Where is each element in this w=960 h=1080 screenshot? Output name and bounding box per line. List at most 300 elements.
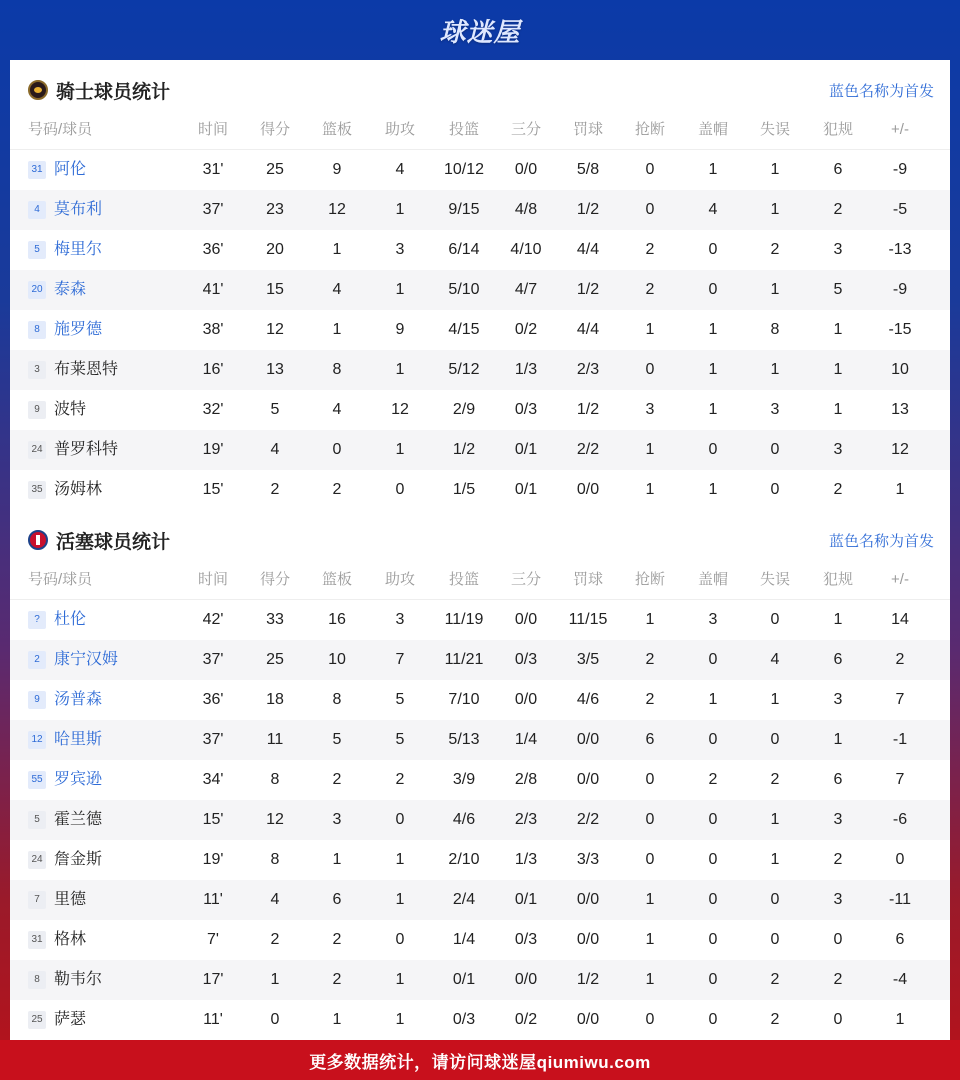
stat-cell: 5 (833, 281, 843, 298)
stat-cell: 1 (645, 481, 655, 498)
column-header: 投篮 (448, 571, 479, 588)
stat-cell: 0 (708, 241, 718, 258)
player-name[interactable]: 汤姆林 (54, 481, 103, 498)
stat-cell: 1 (833, 321, 843, 338)
stat-cell: 0/1 (514, 481, 538, 498)
stat-cell: 2/8 (514, 771, 538, 788)
table-row (10, 920, 950, 960)
stat-cell: 3 (833, 811, 843, 828)
stat-cell: 2 (833, 481, 843, 498)
team-title: 骑士球员统计 (56, 81, 171, 103)
stat-cell: 2 (833, 851, 843, 868)
stat-cell: 0 (645, 811, 655, 828)
jersey-number-badge: 7 (28, 891, 46, 909)
stat-cell: 14 (891, 611, 909, 628)
stat-cell: 0 (645, 161, 655, 178)
stat-cell: 3 (833, 441, 843, 458)
stat-cell: 3 (395, 611, 405, 628)
stat-cell: 19' (202, 441, 224, 458)
stat-cell: -9 (892, 161, 908, 178)
column-header: 失误 (759, 571, 790, 588)
stat-cell: 1/2 (576, 281, 600, 298)
stat-cell: 0/0 (514, 691, 538, 708)
jersey-number-badge: 9 (28, 401, 46, 419)
player-cell[interactable] (28, 840, 198, 880)
stat-cell: 36' (202, 241, 224, 258)
column-header: 失误 (759, 121, 790, 138)
stat-cell: 0 (395, 811, 405, 828)
player-cell[interactable] (28, 430, 198, 470)
player-name[interactable]: 罗宾逊 (54, 771, 103, 788)
stat-cell: 0/1 (452, 971, 476, 988)
stat-cell: 38' (202, 321, 224, 338)
stat-cell: 8 (270, 771, 280, 788)
stat-cell: 1 (645, 931, 655, 948)
player-name[interactable]: 汤普森 (54, 691, 103, 708)
stat-cell: 7 (895, 691, 905, 708)
player-cell[interactable] (28, 190, 198, 230)
jersey-number-badge: 8 (28, 321, 46, 339)
stat-cell: 37' (202, 201, 224, 218)
stat-cell: 0/1 (514, 441, 538, 458)
table-header-row (10, 560, 950, 600)
stat-cell: 37' (202, 651, 224, 668)
stat-cell: 4/4 (576, 321, 600, 338)
stat-cell: 11/21 (444, 651, 484, 668)
stat-cell: 5/8 (576, 161, 600, 178)
player-name[interactable]: 莫布利 (54, 201, 103, 218)
player-cell[interactable] (28, 350, 198, 390)
stat-cell: 36' (202, 691, 224, 708)
stat-cell: -6 (892, 811, 908, 828)
brand-header (0, 0, 960, 60)
player-cell[interactable] (28, 150, 198, 190)
stat-cell: 0/3 (514, 401, 538, 418)
column-header: 篮板 (321, 121, 352, 138)
jersey-number-badge: 31 (28, 161, 46, 179)
jersey-number-badge: 35 (28, 481, 46, 499)
stat-cell: 18 (266, 691, 284, 708)
player-cell[interactable] (28, 880, 198, 920)
table-row (10, 230, 950, 270)
stat-cell: 1/2 (452, 441, 476, 458)
stat-cell: 0 (770, 891, 780, 908)
table-row (10, 840, 950, 880)
column-header: 抢断 (634, 121, 665, 138)
table-row (10, 600, 950, 640)
stat-cell: 3 (833, 691, 843, 708)
column-header: 三分 (510, 571, 541, 588)
stat-cell: 4/8 (514, 201, 538, 218)
column-header: 犯规 (822, 571, 853, 588)
stat-cell: 0 (645, 851, 655, 868)
stat-cell: 6 (833, 651, 843, 668)
stat-cell: 2 (895, 651, 905, 668)
stat-cell: 15 (266, 281, 284, 298)
stat-cell: 2 (770, 771, 780, 788)
stat-cell: 2 (645, 691, 655, 708)
player-cell[interactable] (28, 800, 198, 840)
player-name[interactable]: 霍兰德 (54, 811, 103, 828)
stat-cell: 0/0 (514, 161, 538, 178)
stat-cell: 1 (645, 611, 655, 628)
jersey-number-badge: 12 (28, 731, 46, 749)
player-cell[interactable] (28, 390, 198, 430)
stat-cell: 1 (833, 361, 843, 378)
player-name[interactable]: 里德 (54, 891, 87, 908)
stat-cell: 7/10 (448, 691, 480, 708)
player-name[interactable]: 普罗科特 (54, 441, 119, 458)
player-name[interactable]: 阿伦 (54, 161, 87, 178)
stat-cell: 12 (891, 441, 909, 458)
player-name[interactable]: 施罗德 (54, 321, 103, 338)
stat-cell: 25 (266, 651, 284, 668)
stat-cell: 12 (328, 201, 346, 218)
stat-cell: 1 (708, 401, 718, 418)
stat-cell: 3/9 (452, 771, 476, 788)
stat-cell: 1 (770, 281, 780, 298)
jersey-number-badge: 4 (28, 201, 46, 219)
column-header: 犯规 (822, 121, 853, 138)
stat-cell: 2/3 (514, 811, 538, 828)
player-name[interactable]: 梅里尔 (54, 241, 103, 258)
stat-cell: 0/0 (576, 891, 600, 908)
column-header: 助攻 (384, 571, 415, 588)
stat-cell: 1 (833, 611, 843, 628)
stat-cell: 2 (833, 971, 843, 988)
table-row (10, 310, 950, 350)
brand-logo-text: 球迷屋 (439, 17, 521, 48)
stat-cell: 1 (833, 401, 843, 418)
stat-cell: 8 (332, 361, 342, 378)
stat-cell: 0/3 (452, 1011, 476, 1028)
stat-cell: 0/0 (576, 1011, 600, 1028)
stat-cell: 0/0 (514, 611, 538, 628)
jersey-number-badge: 3 (28, 361, 46, 379)
stat-cell: 0 (708, 651, 718, 668)
stat-cell: 13 (266, 361, 284, 378)
stat-cell: 16' (202, 361, 224, 378)
table-row (10, 720, 950, 760)
table-row (10, 960, 950, 1000)
stat-cell: 0 (645, 201, 655, 218)
player-cell[interactable] (28, 640, 198, 680)
player-stats-table (10, 110, 950, 510)
stat-cell: 0/0 (576, 771, 600, 788)
stat-cell: 1 (645, 321, 655, 338)
stat-cell: 8 (270, 851, 280, 868)
stat-cell: 4/4 (576, 241, 600, 258)
player-cell[interactable] (28, 720, 198, 760)
stat-cell: 5/10 (448, 281, 480, 298)
stat-cell: 3 (708, 611, 718, 628)
stat-cell: 0 (895, 851, 905, 868)
player-cell[interactable] (28, 960, 198, 1000)
stat-cell: 8 (332, 691, 342, 708)
stat-cell: 12 (266, 321, 284, 338)
table-row (10, 350, 950, 390)
stat-cell: 1 (395, 361, 405, 378)
stat-cell: -11 (889, 891, 911, 908)
stat-cell: 4 (395, 161, 405, 178)
stat-cell: 0 (270, 1011, 280, 1028)
stat-cell: 5 (270, 401, 280, 418)
stat-cell: 10/12 (443, 161, 485, 178)
jersey-number-badge: 2 (28, 651, 46, 669)
stat-cell: 4/7 (514, 281, 538, 298)
stat-cell: 11' (203, 891, 223, 908)
jersey-number-badge: 31 (28, 931, 46, 949)
stat-cell: 0 (770, 611, 780, 628)
stat-cell: 0 (645, 771, 655, 788)
column-header: 号码/球员 (28, 121, 93, 138)
stat-cell: 37' (202, 731, 224, 748)
stat-cell: 0/0 (576, 931, 600, 948)
stat-cell: 1 (332, 241, 342, 258)
player-cell[interactable] (28, 760, 198, 800)
jersey-number-badge: 55 (28, 771, 46, 789)
stat-cell: 1 (708, 161, 718, 178)
stat-cell: 2 (833, 201, 843, 218)
stat-cell: 4 (770, 651, 780, 668)
table-row (10, 150, 950, 190)
stat-cell: 0/1 (514, 891, 538, 908)
stat-cell: 0 (645, 361, 655, 378)
stat-cell: 4 (270, 891, 280, 908)
player-name[interactable]: 康宁汉姆 (54, 651, 119, 668)
table-row (10, 430, 950, 470)
stat-cell: -9 (892, 281, 908, 298)
player-cell[interactable] (28, 230, 198, 270)
stat-cell: 33 (266, 611, 284, 628)
column-header: 盖帽 (697, 121, 728, 138)
stat-cell: 0 (395, 931, 405, 948)
stat-cell: 0 (708, 971, 718, 988)
stat-cell: 3 (833, 891, 843, 908)
jersey-number-badge: ? (28, 611, 46, 629)
player-cell[interactable] (28, 680, 198, 720)
stat-cell: 17' (202, 971, 224, 988)
stat-cell: 2 (770, 241, 780, 258)
stat-cell: 0/3 (514, 651, 538, 668)
stat-cell: 2/9 (452, 401, 476, 418)
player-name[interactable]: 布莱恩特 (54, 361, 119, 378)
player-cell[interactable] (28, 920, 198, 960)
stat-cell: 32' (202, 401, 224, 418)
stat-cell: 0 (770, 731, 780, 748)
stat-cell: 2 (395, 771, 405, 788)
stat-cell: 3 (645, 401, 655, 418)
stat-cell: 6/14 (448, 241, 480, 258)
stat-cell: 7 (395, 651, 405, 668)
stat-cell: 1 (770, 201, 780, 218)
stat-cell: 10 (328, 651, 346, 668)
stat-cell: 0 (770, 931, 780, 948)
stat-cell: 1 (332, 1011, 342, 1028)
stat-cell: 1 (645, 971, 655, 988)
stat-cell: 0 (708, 851, 718, 868)
stat-cell: 1 (708, 361, 718, 378)
stat-cell: 15' (202, 481, 224, 498)
table-row (10, 880, 950, 920)
stat-cell: 4/10 (510, 241, 542, 258)
stat-cell: 0/0 (576, 481, 600, 498)
stat-cell: 1 (332, 321, 342, 338)
stat-cell: 3 (833, 241, 843, 258)
stat-cell: 9 (332, 161, 342, 178)
stat-cell: 6 (645, 731, 655, 748)
stat-cell: 2/10 (448, 851, 480, 868)
table-header-row (10, 110, 950, 150)
column-header: 得分 (259, 571, 290, 588)
stat-cell: 8 (770, 321, 780, 338)
stat-cell: 0 (833, 931, 843, 948)
stat-cell: 2/3 (576, 361, 600, 378)
stat-cell: 6 (833, 161, 843, 178)
stat-cell: -13 (888, 241, 912, 258)
stat-cell: 2 (645, 281, 655, 298)
column-header: 篮板 (321, 571, 352, 588)
stat-cell: 1 (645, 441, 655, 458)
stat-cell: 5 (395, 731, 405, 748)
jersey-number-badge: 5 (28, 241, 46, 259)
table-row (10, 800, 950, 840)
stat-cell: 0 (645, 1011, 655, 1028)
stat-cell: 41' (202, 281, 224, 298)
player-name[interactable]: 勒韦尔 (54, 971, 103, 988)
stat-cell: 1/4 (452, 931, 476, 948)
stat-cell: 6 (895, 931, 905, 948)
stat-cell: 1 (395, 851, 405, 868)
jersey-number-badge: 24 (28, 851, 46, 869)
stat-cell: 0/0 (514, 971, 538, 988)
stat-cell: 2/2 (576, 811, 600, 828)
player-cell[interactable] (28, 1000, 198, 1040)
table-row (10, 190, 950, 230)
player-cell[interactable] (28, 270, 198, 310)
stat-cell: 1 (332, 851, 342, 868)
stat-cell: 2 (770, 971, 780, 988)
column-header: 罚球 (572, 121, 603, 138)
stat-cell: 2/2 (576, 441, 600, 458)
player-cell[interactable] (28, 470, 198, 510)
jersey-number-badge: 5 (28, 811, 46, 829)
stat-cell: 1 (395, 891, 405, 908)
stat-cell: 1 (770, 161, 780, 178)
player-name[interactable]: 格林 (54, 931, 87, 948)
player-name[interactable]: 杜伦 (54, 611, 87, 628)
stat-cell: 1 (833, 731, 843, 748)
stat-cell: 7 (895, 771, 905, 788)
stat-cell: 2 (332, 771, 342, 788)
stat-cell: 1/3 (514, 851, 538, 868)
stat-cell: 25 (266, 161, 284, 178)
stat-cell: 5 (332, 731, 342, 748)
stat-cell: 1/2 (576, 971, 600, 988)
column-header: 三分 (510, 121, 541, 138)
stat-cell: 0 (708, 1011, 718, 1028)
player-name[interactable]: 萨瑟 (54, 1011, 87, 1028)
footer-banner[interactable] (0, 1040, 960, 1080)
table-row (10, 1000, 950, 1040)
stat-cell: 1 (895, 481, 905, 498)
stat-cell: 0 (770, 441, 780, 458)
stat-cell: 13 (891, 401, 909, 418)
stat-cell: 1 (395, 281, 405, 298)
stat-cell: 0 (332, 441, 342, 458)
stat-cell: 2 (270, 481, 280, 498)
stat-cell: 2 (332, 971, 342, 988)
stat-cell: 4/6 (576, 691, 600, 708)
stat-cell: 3 (332, 811, 342, 828)
starter-legend-note: 蓝色名称为首发 (828, 82, 934, 100)
stat-cell: 0 (770, 481, 780, 498)
stat-cell: 16 (328, 611, 346, 628)
stat-cell: 0 (833, 1011, 843, 1028)
stat-cell: 31' (202, 161, 224, 178)
table-row (10, 390, 950, 430)
stat-cell: -15 (888, 321, 912, 338)
player-name[interactable]: 哈里斯 (54, 731, 103, 748)
stat-cell: 3 (770, 401, 780, 418)
stat-cell: 2 (645, 241, 655, 258)
table-row (10, 470, 950, 510)
stat-cell: 1 (708, 321, 718, 338)
stat-cell: 11' (203, 1011, 223, 1028)
stat-cell: 23 (266, 201, 284, 218)
stat-cell: 1 (645, 891, 655, 908)
stat-cell: 2 (332, 481, 342, 498)
stat-cell: 1 (770, 851, 780, 868)
footer-link-text[interactable]: 更多数据统计，请访问球迷屋qiumiwu.com (309, 1052, 651, 1072)
jersey-number-badge: 9 (28, 691, 46, 709)
player-cell[interactable] (28, 310, 198, 350)
stat-cell: 0 (708, 731, 718, 748)
stat-cell: 0/3 (514, 931, 538, 948)
stat-cell: 9/15 (448, 201, 480, 218)
stat-cell: 4 (332, 401, 342, 418)
stat-cell: 5/12 (448, 361, 480, 378)
stat-cell: 9 (395, 321, 405, 338)
stat-cell: 1/3 (514, 361, 538, 378)
stat-cell: 3 (395, 241, 405, 258)
stat-cell: 0/0 (576, 731, 600, 748)
player-name[interactable]: 詹金斯 (54, 851, 103, 868)
stat-cell: 1 (708, 481, 718, 498)
jersey-number-badge: 8 (28, 971, 46, 989)
stat-cell: 4 (270, 441, 280, 458)
stat-cell: 12 (391, 401, 409, 418)
stat-cell: 0/2 (514, 1011, 538, 1028)
stat-cell: 0 (708, 931, 718, 948)
stat-cell: 3/3 (576, 851, 600, 868)
stat-cell: 4/15 (448, 321, 480, 338)
player-name[interactable]: 泰森 (54, 281, 87, 298)
stat-cell: -5 (892, 201, 908, 218)
column-header: 罚球 (572, 571, 603, 588)
stat-cell: 0 (708, 281, 718, 298)
stat-cell: 42' (202, 611, 224, 628)
stat-cell: 2 (770, 1011, 780, 1028)
column-header: 助攻 (384, 121, 415, 138)
column-header: 时间 (197, 121, 228, 138)
stat-cell: 19' (202, 851, 224, 868)
stat-cell: 20 (266, 241, 284, 258)
stat-cell: 0 (708, 891, 718, 908)
player-cell[interactable] (28, 600, 198, 640)
player-name[interactable]: 波特 (54, 401, 87, 418)
jersey-number-badge: 25 (28, 1011, 46, 1029)
